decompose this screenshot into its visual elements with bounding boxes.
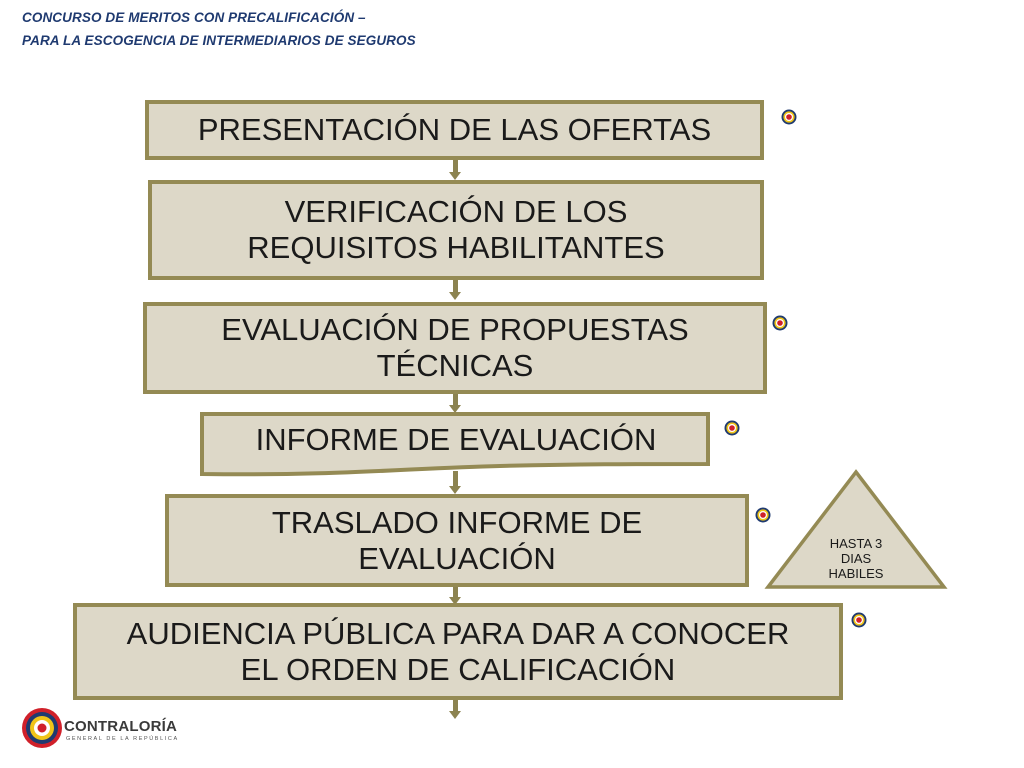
connector-5-6 (453, 586, 458, 597)
logo-subtitle: GENERAL DE LA REPÚBLICA (66, 736, 179, 742)
step-presentacion-ofertas (145, 100, 764, 160)
step-label: AUDIENCIA PÚBLICA PARA DAR A CONOCER EL ORDEN DE CALIFICACIÓN (126, 615, 790, 687)
note-line-3: HABILES (828, 566, 884, 581)
connector-3-4 (453, 393, 458, 405)
step-label: TRASLADO INFORME DE EVALUACIÓN (271, 504, 643, 576)
connector-1-2 (453, 159, 458, 172)
colombia-flag-circle-icon (724, 420, 740, 436)
arrowhead-2-3 (449, 292, 461, 300)
colombia-flag-circle-icon (851, 612, 867, 628)
contraloria-logo-icon (20, 706, 64, 750)
step-label: INFORME DE EVALUACIÓN (255, 422, 657, 457)
connector-6-out (453, 699, 458, 711)
note-line-1: HASTA 3 (829, 536, 883, 551)
triangle-note-text (806, 536, 906, 581)
step-verificacion-requisitos (148, 180, 764, 280)
note-line-2: DIAS (840, 551, 872, 566)
arrowhead-4-5 (449, 486, 461, 494)
step-audiencia-publica (73, 603, 843, 700)
connector-2-3 (453, 279, 458, 292)
step-evaluacion-propuestas (143, 302, 767, 394)
arrowhead-6-out (449, 711, 461, 719)
colombia-flag-circle-icon (772, 315, 788, 331)
logo-name: CONTRALORÍA (64, 718, 178, 735)
step-traslado-informe (165, 494, 749, 587)
arrowhead-1-2 (449, 172, 461, 180)
header-title-line-2: PARA LA ESCOGENCIA DE INTERMEDIARIOS DE SEGUROS (22, 33, 416, 48)
step-informe-evaluacion (200, 414, 712, 466)
deadline-triangle-note (764, 468, 948, 590)
header-title-line-1: CONCURSO DE MERITOS CON PRECALIFICACIÓN – (22, 10, 366, 25)
colombia-flag-circle-icon (781, 109, 797, 125)
step-label: VERIFICACIÓN DE LOS REQUISITOS HABILITANTES (247, 194, 665, 265)
contraloria-logo (16, 702, 180, 754)
step-label: EVALUACIÓN DE PROPUESTAS TÉCNICAS (221, 312, 689, 383)
step-label: PRESENTACIÓN DE LAS OFERTAS (197, 112, 712, 148)
